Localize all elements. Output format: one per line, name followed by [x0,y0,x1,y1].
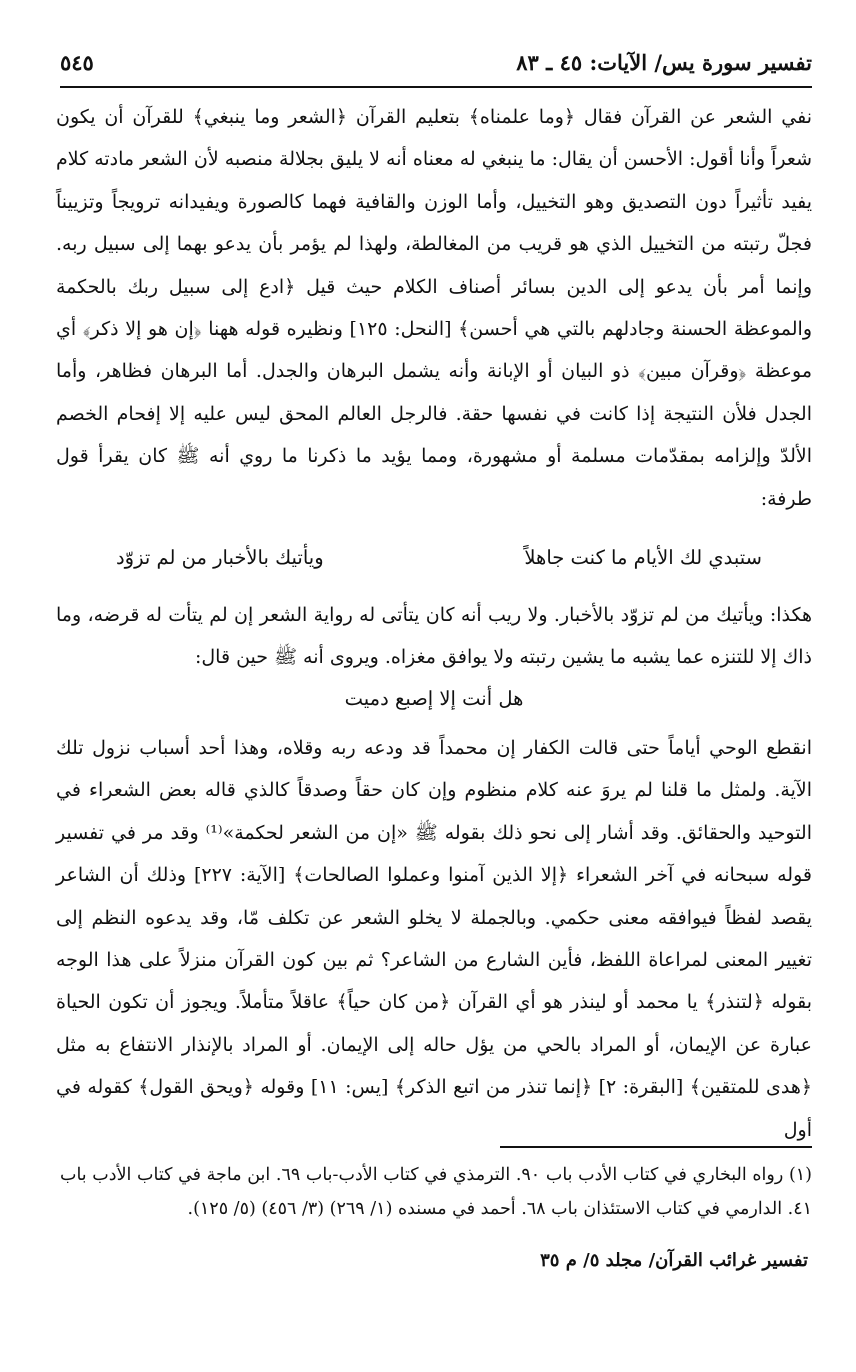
paragraph-3: انقطع الوحي أياماً حتى قالت الكفار إن محمداً قد ودعه ربه وقلاه، وهذا أحد أسباب نزول تلك الآية. ولمثل ما قلنا لم يروَ عنه كلام منظوم وإن كان حقاً وصدقاً كالذي قاله بعض الشعراء في التوحيد والحقائق. وقد أشار إلى نحو ذلك بقوله ﷺ «إن من الشعر لحكمة»⁽¹⁾ وقد مر في تفسير قوله سبحانه في آخر الشعراء ﴿إلا الذين آمنوا وعملوا الصالحات﴾ [الآية: ٢٢٧] وذلك أن الشاعر يقصد لفظاً فيوافقه معنى حكمي. وبالجملة لا يخلو الشعر عن تكلف مّا، وقد يدعوه النظم إلى تغيير المعنى لمراعاة اللفظ، فأين الشارع من الشاعر؟ ثم بين كون القرآن منزلاً على هذا الوجه بقوله ﴿لتنذر﴾ يا محمد أو لينذر هو أي القرآن ﴿من كان حياً﴾ عاقلاً متأملاً. ويجوز أن تكون الحياة عبارة عن الإيمان، أو المراد بالحي من يؤل حاله إلى الإيمان. أو المراد بالإنذار الانتفاع به مثل ﴿هدى للمتقين﴾ [البقرة: ٢] ﴿إنما تنذر من اتبع الذكر﴾ [يس: ١١] وقوله ﴿ويحق القول﴾ كقوله في أول [56,736,812,1141]
verse-second-hemistich: ويأتيك بالأخبار من لم تزوّد [116,546,324,570]
quoted-hemistich: هل أنت إلا إصبع دميت [344,686,524,710]
main-text [56,96,812,1151]
footnote: (١) رواه البخاري في كتاب الأدب باب ٩٠. الترمذي في كتاب الأدب-باب ٦٩. ابن ماجة في كتاب الأدب باب ٤١. الدارمي في كتاب الاستئذان باب ٦٨. أحمد في مسنده (١/ ٢٦٩) (٣/ ٤٥٦) (٥/ ١٢٥). [60,1165,812,1219]
paragraph-1: نفي الشعر عن القرآن فقال ﴿وما علمناه﴾ بتعليم القرآن ﴿الشعر وما ينبغي﴾ للقرآن أن يكون شعراً وأنا أقول: الأحسن أن يقال: ما ينبغي له معناه أنه لا يليق بجلالة منصبه لأن الشعر مادته كلام يفيد تأثيراً دون التصديق وهو التخييل، وأما الوزن والقافية فهما كالصورة ويفيدانه ترويجاً وتزييناً فجلّ رتبته من التخييل الذي هو قريب من المغالطة، ولهذا لم يؤمر بأن يدعو بهما إلى سبيل ربه. وإنما أمر بأن يدعو إلى الدين بسائر أصناف الكلام حيث قيل ﴿ادع إلى سبيل ربك بالحكمة والموعظة الحسنة وجادلهم بالتي هي أحسن﴾ [النحل: ١٢٥] ونظيره قوله ههنا ﴿إن هو إلا ذكر﴾ أي موعظة ﴿وقرآن مبين﴾ ذو البيان أو الإبانة وأنه يشمل البرهان والجدل. أما البرهان فظاهر، وأما الجدل فلأن النتيجة إذا كانت في نفسها حقة. فالرجل العالم المحق ليس عليه إلا إفحام الخصم الألدّ وإلزامه بمقدّمات مسلمة أو مشهورة، ومما يؤيد ما ذكرنا ما روي أنه ﷺ كان يقرأ قول طرفة: [56,106,812,510]
poetry-verse [56,540,812,576]
running-header [60,40,812,84]
verse-first-hemistich: ستبدي لك الأيام ما كنت جاهلاً [524,546,762,570]
page-footer: تفسير غرائب القرآن/ مجلد ٥/ م ٣٥ [540,1250,808,1271]
page-number: ٥٤٥ [60,49,94,75]
header-title: تفسير سورة يس/ الآيات: ٤٥ ـ ٨٣ [516,49,812,75]
header-rule [60,86,812,88]
footnote-rule [500,1146,812,1148]
paragraph-2: هكذا: ويأتيك من لم تزوّد بالأخبار. ولا ريب أنه كان يتأتى له رواية الشعر إن لم يتأت له قرضه، وما ذاك إلا للتنزه عما يشبه ما يشين رتبته ولا يوافق مغزاه. ويروى أنه ﷺ حين قال: [56,604,812,669]
